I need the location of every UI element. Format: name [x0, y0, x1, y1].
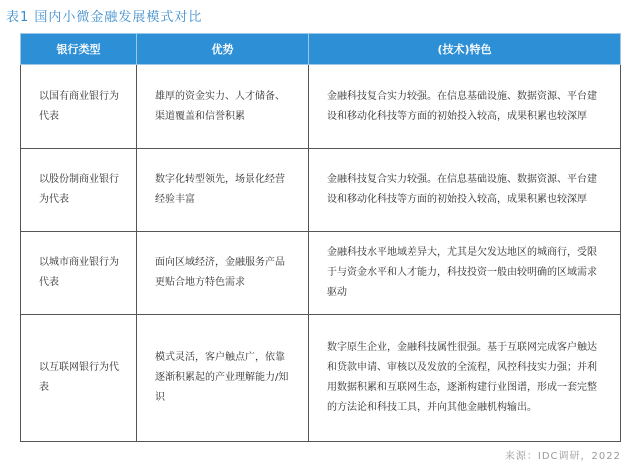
cell-feature: 金融科技复合实力较强。在信息基础设施、数据资源、平台建设和移动化科技等方面的初始投入较高，成果积累也较深厚	[309, 149, 621, 232]
comparison-table	[20, 33, 621, 442]
cell-advantage: 面向区域经济，金融服务产品更贴合地方特色需求	[137, 232, 309, 315]
table-row	[21, 65, 621, 149]
header-feature: (技术)特色	[309, 34, 621, 65]
cell-advantage: 模式灵活，客户触点广，依靠逐渐积累起的产业理解能力/知识	[137, 315, 309, 442]
cell-bank-type: 以国有商业银行为代表	[21, 65, 137, 149]
cell-bank-type: 以互联网银行为代表	[21, 315, 137, 442]
header-bank-type: 银行类型	[21, 34, 137, 65]
table-caption: 表1 国内小微金融发展模式对比	[6, 10, 203, 25]
cell-feature: 金融科技水平地域差异大，尤其是欠发达地区的城商行，受限于与资金水平和人才能力，科技投资一般由较明确的区域需求驱动	[309, 232, 621, 315]
cell-feature: 金融科技复合实力较强。在信息基础设施、数据资源、平台建设和移动化科技等方面的初始投入较高，成果积累也较深厚	[309, 65, 621, 149]
header-advantage: 优势	[137, 34, 309, 65]
cell-advantage: 数字化转型领先，场景化经营经验丰富	[137, 149, 309, 232]
cell-advantage: 雄厚的资金实力、人才储备、渠道覆盖和信誉积累	[137, 65, 309, 149]
table-row	[21, 149, 621, 232]
cell-feature: 数字原生企业，金融科技属性很强。基于互联网完成客户触达和贷款申请、审核以及发放的全流程，风控科技实力强；并利用数据积累和互联网生态，逐渐构建行业图谱，形成一套完整的方法论和科技工具，并向其他金融机构输出。	[309, 315, 621, 442]
source-note: 来源：IDC调研，2022	[504, 451, 621, 462]
cell-bank-type: 以城市商业银行为代表	[21, 232, 137, 315]
table-header-row	[21, 34, 621, 65]
table-row	[21, 315, 621, 442]
table-row	[21, 232, 621, 315]
cell-bank-type: 以股份制商业银行为代表	[21, 149, 137, 232]
